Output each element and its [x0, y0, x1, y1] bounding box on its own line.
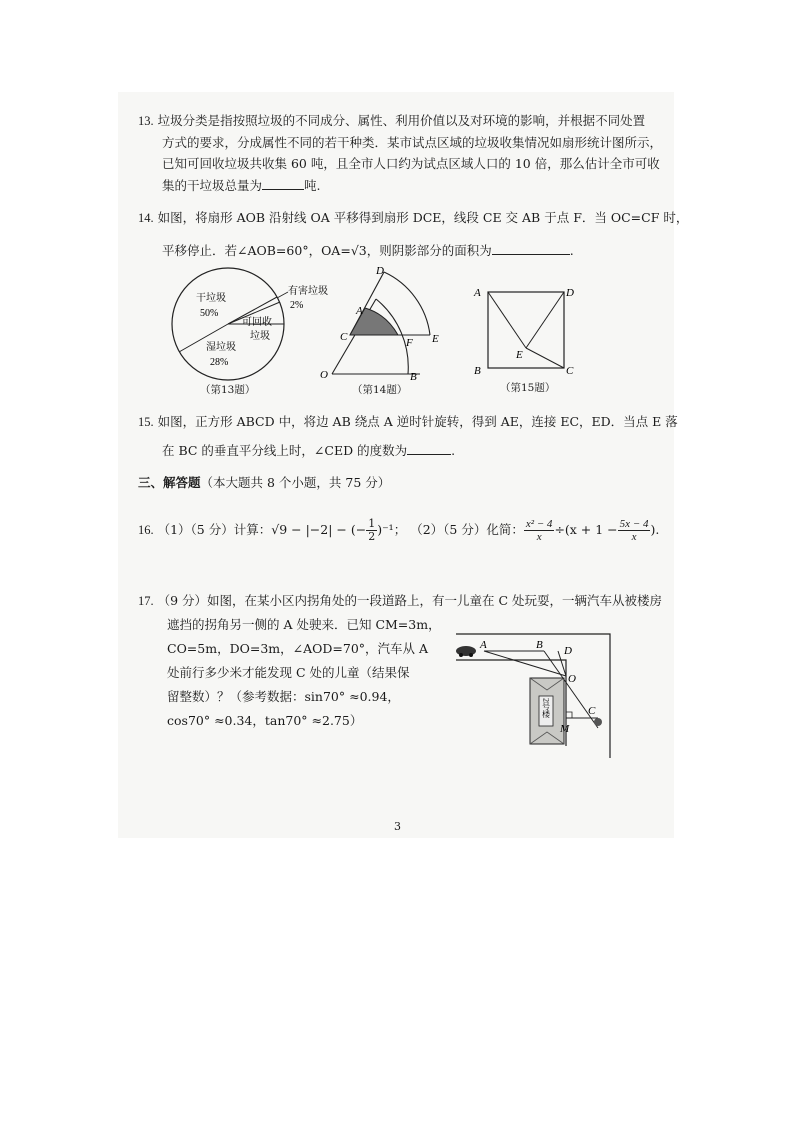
fig15-line-AE	[488, 292, 526, 348]
fig17-point-D: D	[564, 645, 572, 657]
q15-square-figure	[468, 280, 588, 380]
fig17-line-AO	[484, 651, 566, 676]
fig15-line-EC	[526, 348, 564, 368]
q14-line-1	[138, 210, 688, 226]
q13-line-4	[162, 177, 321, 194]
q13-line-2: 方式的要求，分成属性不同的若干种类．某市试点区域的垃圾收集情况如扇形统计图所示，	[162, 135, 663, 150]
q14-sector-figure	[312, 262, 462, 384]
fig14-point-E: E	[432, 333, 439, 345]
fig15-point-B: B	[474, 365, 481, 377]
fig17-child-icon	[594, 718, 602, 726]
fig17-car-wheel-1	[459, 653, 463, 657]
q14-text-2-end: .	[569, 243, 574, 258]
q15-line-2	[162, 442, 455, 459]
fig17-point-B: B	[536, 639, 543, 651]
q13-text-5: 吨.	[304, 178, 321, 193]
q17-road-figure	[448, 618, 628, 760]
q16-fraction-2	[618, 518, 651, 543]
fig15-point-E: E	[516, 349, 523, 361]
fig15-point-A: A	[474, 287, 481, 299]
fig14-point-C: C	[340, 331, 348, 343]
q17-line-3: CO=5m，DO=3m，∠AOD=70°，汽车从 A	[167, 641, 429, 656]
q17-text-1: （9 分）如图，在某小区内拐角处的一段道路上，有一儿童在 C 处玩耍，一辆汽车从被楼房	[157, 593, 663, 608]
fig17-building-label: 2号楼	[541, 698, 551, 718]
q16-mid: ÷(x + 1 −	[554, 522, 618, 537]
q13-line-1	[138, 113, 645, 129]
q16-end: ).	[650, 522, 660, 537]
q13-answer-blank[interactable]	[262, 177, 304, 190]
q15-answer-blank[interactable]	[407, 442, 451, 455]
q16-f1-top: x² − 4	[525, 518, 553, 530]
fig17-car-icon	[456, 646, 476, 656]
fig15-line-ED	[526, 292, 564, 348]
section3-title: 三、解答题	[138, 475, 201, 490]
q14-text-1: 如图，将扇形 AOB 沿射线 OA 平移得到扇形 DCE，线段 CE 交 AB 于点 F．当 OC=CF 时，	[157, 210, 689, 225]
q15-text-1: 如图，正方形 ABCD 中，将边 AB 绕点 A 逆时针旋转，得到 AE，连接 EC，ED．当点 E 落	[157, 414, 678, 429]
pie-label-dry: 干垃圾	[196, 293, 226, 304]
fig17-point-A: A	[480, 639, 487, 651]
q14-number: 14.	[138, 211, 154, 225]
q17-line-4: 处前行多少米才能发现 C 处的儿童（结果保	[167, 665, 410, 680]
pie-label-harmful: 有害垃圾	[288, 286, 328, 297]
fig14-point-B: B	[410, 371, 417, 383]
pie-label-recyclable-2: 垃圾	[250, 331, 270, 342]
fig17-car-wheel-2	[469, 653, 473, 657]
q16-fraction-1	[524, 518, 555, 543]
q16-part2: （2）（5 分）化简：	[410, 522, 524, 537]
fig17-point-C: C	[588, 705, 596, 717]
q16-part1-fraction	[366, 518, 377, 543]
q15-figure-caption: （第15题）	[500, 382, 556, 394]
q16-f2-top: 5x − 4	[619, 518, 649, 530]
q14-line-2	[162, 242, 574, 259]
q13-number: 13.	[138, 114, 154, 128]
pie-label-dry-pct: 50%	[200, 308, 219, 319]
pie-label-harmful-pct: 2%	[290, 300, 304, 311]
fig17-point-M: M	[560, 723, 570, 735]
q16-f2-bot: x	[631, 531, 637, 543]
q14-figure-caption: （第14题）	[352, 384, 408, 396]
q16-part1-frac-top: 1	[368, 517, 376, 530]
q17-line-1	[138, 593, 662, 609]
q17-line-2: 遮挡的拐角另一侧的 A 处驶来．已知 CM=3m，	[167, 617, 441, 632]
q16-part1-end: )⁻¹；	[377, 522, 407, 537]
pie-label-wet-pct: 28%	[210, 357, 229, 368]
q15-line-1	[138, 414, 678, 430]
pie-label-wet: 湿垃圾	[206, 342, 236, 353]
q13-line-3: 已知可回收垃圾共收集 60 吨，且全市人口约为试点区域人口的 10 倍，那么估计全市可收	[162, 156, 660, 171]
fig14-arc-AB	[376, 299, 408, 374]
section3-heading	[138, 475, 390, 491]
q17-number: 17.	[138, 594, 154, 608]
q15-text-2: 在 BC 的垂直平分线上时，∠CED 的度数为	[162, 443, 408, 458]
q14-text-2: 平移停止．若∠AOB=60°，OA=√3，则阴影部分的面积为	[162, 243, 492, 258]
q15-text-2-end: .	[451, 443, 456, 458]
q17-line-5: 留整数）？（参考数据：sin70° ≈0.94，	[167, 689, 400, 704]
q13-figure-caption: （第13题）	[200, 384, 256, 396]
q16-part1: （1）（5 分）计算：√9 − |−2| − (−	[157, 522, 367, 537]
fig15-square	[488, 292, 564, 368]
q14-answer-blank[interactable]	[492, 242, 570, 255]
fig15-point-C: C	[566, 365, 574, 377]
fig15-point-D: D	[566, 287, 574, 299]
fig14-point-F: F	[406, 337, 413, 349]
q16-f1-bot: x	[536, 531, 542, 543]
fig14-point-A: A	[356, 305, 363, 317]
q13-text-1: 垃圾分类是指按照垃圾的不同成分、属性、利用价值以及对环境的影响，并根据不同处置	[157, 113, 646, 128]
q16-line	[138, 517, 659, 543]
fig17-right-angle-mark	[566, 712, 572, 718]
section3-note: （本大题共 8 个小题，共 75 分）	[200, 475, 391, 490]
fig17-point-O: O	[568, 673, 576, 685]
q15-number: 15.	[138, 415, 154, 429]
fig14-point-D: D	[376, 265, 384, 277]
q16-part1-frac-bot: 2	[368, 530, 376, 543]
page-number: 3	[394, 820, 401, 833]
q17-line-6: cos70° ≈0.34，tan70° ≈2.75）	[167, 713, 363, 728]
pie-leader-line	[277, 292, 288, 298]
q16-number: 16.	[138, 523, 154, 537]
pie-label-recyclable-1: 可回收	[242, 317, 272, 328]
fig14-point-O: O	[320, 369, 328, 381]
q13-text-4: 集的干垃圾总量为	[162, 178, 263, 193]
